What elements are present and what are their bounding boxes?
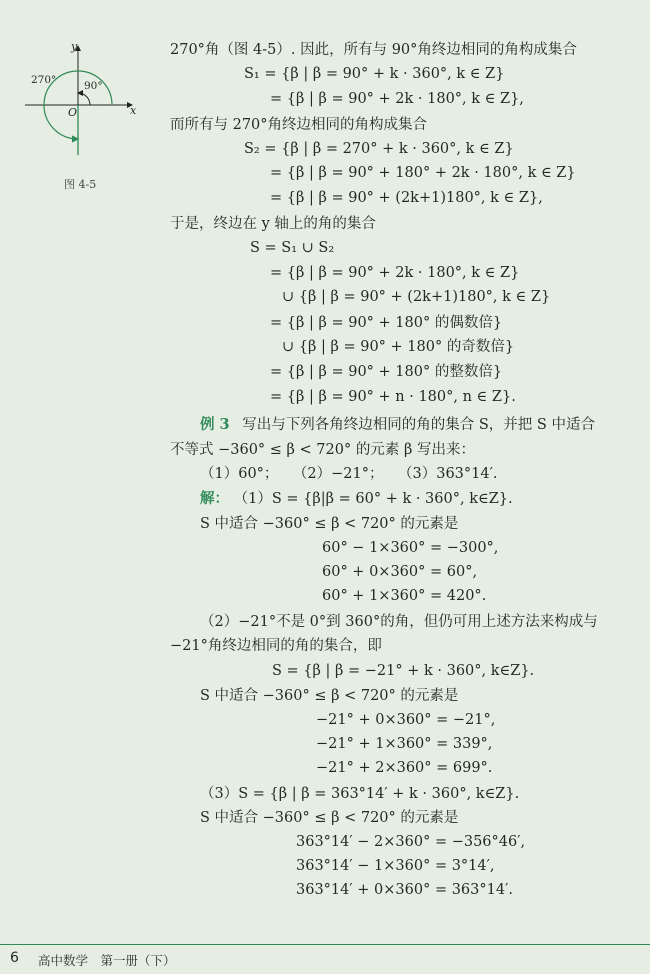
formula-line: −21° + 2×360° = 699°.: [316, 760, 493, 776]
solution-label: 解：: [200, 490, 229, 507]
example-3-line: [200, 415, 595, 435]
angle-270-label: 270°: [31, 74, 57, 86]
page-number: 6: [10, 950, 19, 966]
text-line: −21°角终边相同的角的集合，即: [170, 638, 382, 654]
subproblems-line: （1）60°； （2）−21°； （3）363°14′.: [200, 466, 498, 482]
formula-line: = {β | β = 90° + n · 180°, n ∈ Z}.: [270, 389, 516, 405]
text-line: 270°角（图 4-5）. 因此，所有与 90°角终边相同的角构成集合: [170, 42, 577, 58]
formula-line: = {β | β = 90° + 180° 的整数倍}: [270, 364, 503, 380]
text-line: 而所有与 270°角终边相同的角构成集合: [170, 117, 428, 133]
text-line: S 中适合 −360° ≤ β < 720° 的元素是: [200, 516, 459, 532]
formula-line: = {β | β = 90° + 180° + 2k · 180°, k ∈ Z}: [270, 165, 576, 181]
angle-90-label: 90°: [84, 80, 103, 92]
text-line: （3）S = {β | β = 363°14′ + k · 360°, k∈Z}.: [200, 786, 520, 802]
x-axis-label: x: [130, 104, 137, 117]
formula-line: S₁ = {β | β = 90° + k · 360°, k ∈ Z}: [244, 66, 505, 82]
page-footer: [0, 944, 650, 971]
formula-line: 60° + 1×360° = 420°.: [322, 588, 487, 604]
example-label: 例 3: [200, 416, 230, 433]
formula-line: = {β | β = 90° + 180° 的偶数倍}: [270, 315, 503, 331]
formula-line: 363°14′ − 1×360° = 3°14′,: [296, 858, 495, 874]
formula-line: S = S₁ ∪ S₂: [250, 240, 335, 256]
y-axis-label: y: [71, 40, 78, 53]
formula-line: 363°14′ + 0×360° = 363°14′.: [296, 882, 513, 898]
figure-4-5: [20, 40, 150, 160]
solution-text: （1）S = {β|β = 60° + k · 360°, k∈Z}.: [233, 491, 513, 507]
arc-90: [78, 93, 90, 105]
formula-line: = {β | β = 90° + 2k · 180°, k ∈ Z}: [270, 265, 520, 281]
text-line: S 中适合 −360° ≤ β < 720° 的元素是: [200, 810, 459, 826]
formula-line: ∪ {β | β = 90° + (2k+1)180°, k ∈ Z}: [282, 289, 551, 305]
text-line: 于是，终边在 y 轴上的角的集合: [170, 216, 376, 232]
book-title: 高中数学 第一册（下）: [38, 953, 176, 968]
formula-line: ∪ {β | β = 90° + 180° 的奇数倍}: [282, 339, 515, 355]
formula-line: 60° + 0×360° = 60°,: [322, 564, 478, 580]
formula-line: −21° + 1×360° = 339°,: [316, 736, 493, 752]
text-line: S 中适合 −360° ≤ β < 720° 的元素是: [200, 688, 459, 704]
text-line: 不等式 −360° ≤ β < 720° 的元素 β 写出来：: [170, 442, 475, 458]
example-text: 写出与下列各角终边相同的角的集合 S，并把 S 中适合: [242, 417, 595, 433]
formula-line: = {β | β = 90° + 2k · 180°, k ∈ Z},: [270, 91, 524, 107]
solution-line: [200, 489, 513, 509]
formula-line: S₂ = {β | β = 270° + k · 360°, k ∈ Z}: [244, 141, 514, 157]
angle-diagram: [20, 40, 150, 160]
formula-line: 60° − 1×360° = −300°,: [322, 540, 499, 556]
origin-label: O: [68, 106, 78, 119]
formula-line: S = {β | β = −21° + k · 360°, k∈Z}.: [272, 663, 535, 679]
formula-line: 363°14′ − 2×360° = −356°46′,: [296, 834, 526, 850]
figure-caption: 图 4-5: [64, 178, 97, 191]
text-line: （2）−21°不是 0°到 360°的角，但仍可用上述方法来构成与: [200, 614, 598, 630]
formula-line: −21° + 0×360° = −21°,: [316, 712, 496, 728]
formula-line: = {β | β = 90° + (2k+1)180°, k ∈ Z},: [270, 190, 543, 206]
